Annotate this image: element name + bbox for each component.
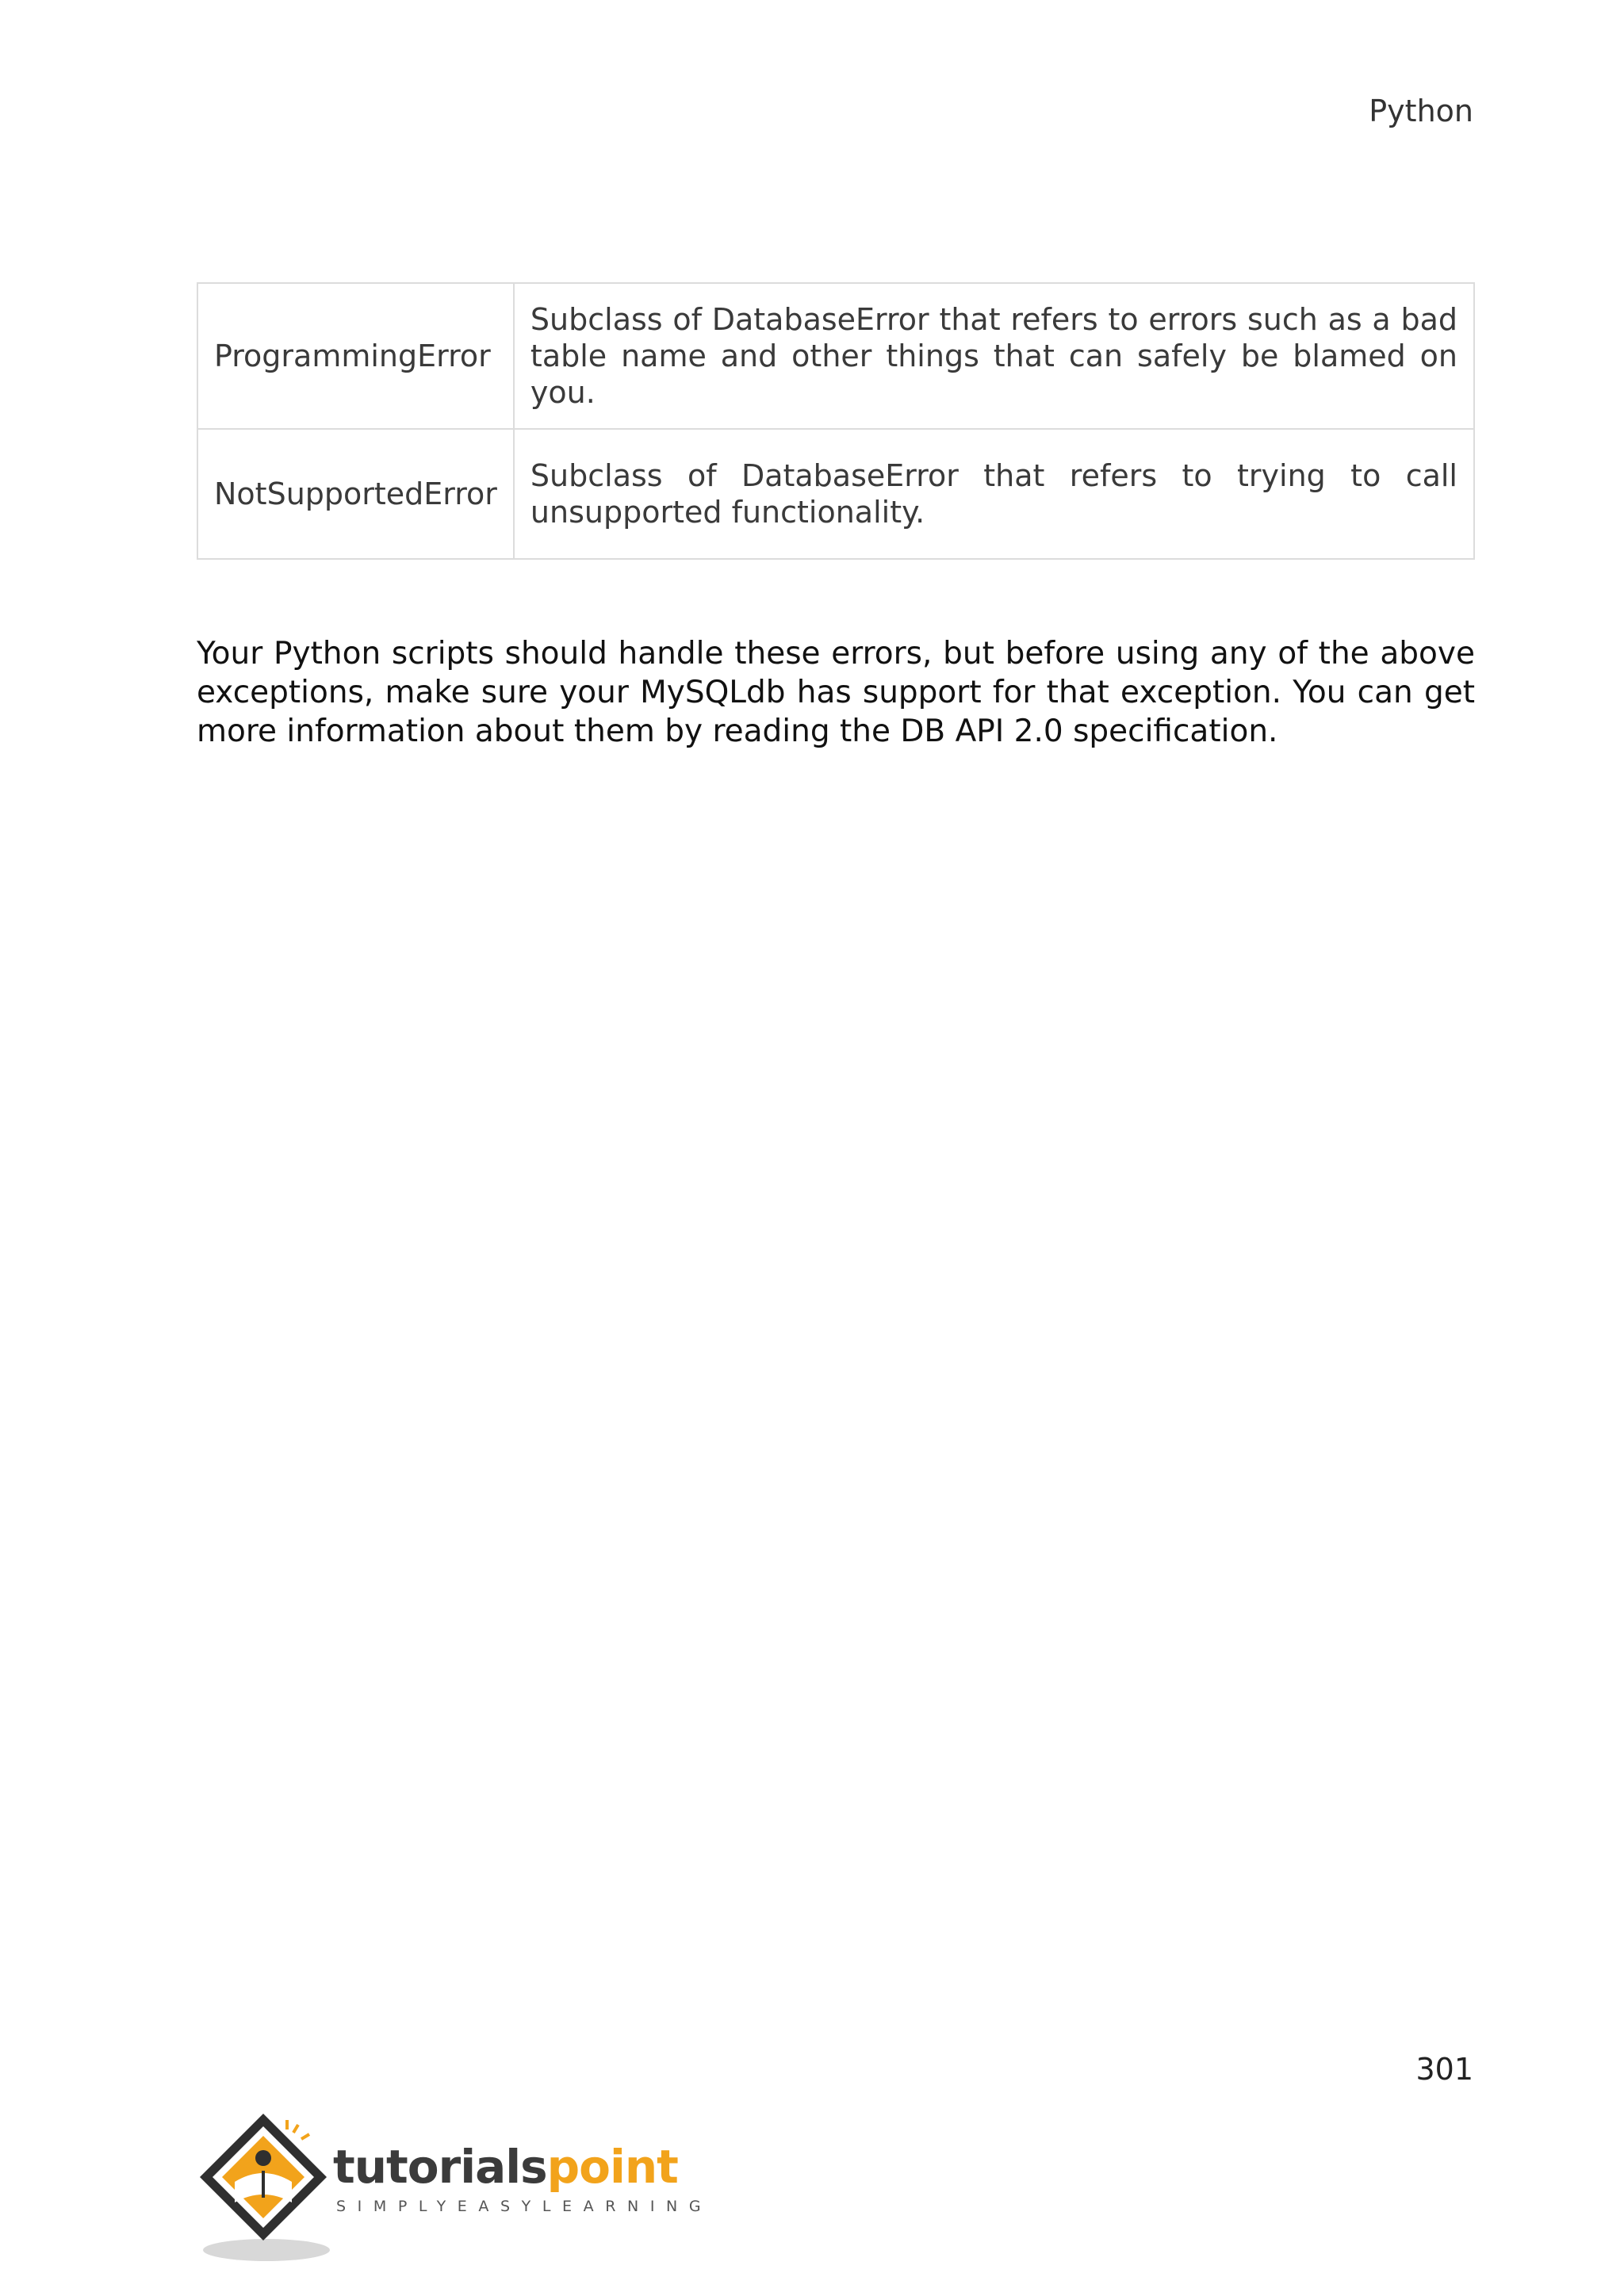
logo-word-part-b: point (546, 2140, 678, 2194)
logo-emblem-icon (193, 2109, 336, 2267)
logo-tagline: SIMPLYEASYLEARNING (336, 2198, 713, 2215)
table-row (197, 429, 1474, 559)
table-row (197, 283, 1474, 429)
error-table (197, 282, 1475, 560)
error-name-cell: NotSupportedError (197, 429, 514, 559)
error-description-cell: Subclass of DatabaseError that refers to errors such as a bad table name and other things that can safely be blamed on you. (514, 283, 1474, 429)
logo-wordmark (333, 2140, 678, 2194)
page-number: 301 (1415, 2052, 1473, 2087)
error-name-cell: ProgrammingError (197, 283, 514, 429)
logo-word-part-a: tutorials (333, 2140, 547, 2194)
tutorialspoint-logo (193, 2109, 713, 2267)
error-description-cell: Subclass of DatabaseError that refers to trying to call unsupported functionality. (514, 429, 1474, 559)
running-header: Python (1369, 94, 1473, 128)
body-paragraph: Your Python scripts should handle these errors, but before using any of the above exceptions, make sure your MySQLdb has support for that exception. You can get more information about them by reading the DB API 2.0 specification. (197, 636, 1475, 749)
